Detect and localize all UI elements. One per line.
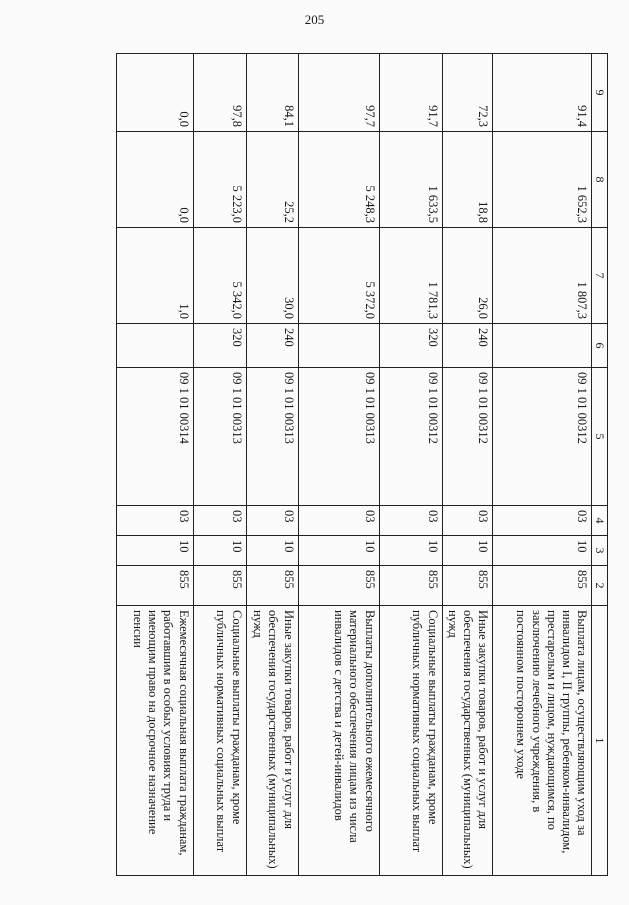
section-cell: 10 (116, 536, 193, 566)
table-row (193, 54, 246, 876)
expense-type-cell (493, 324, 592, 368)
target-code-cell: 09 1 01 00312 (379, 368, 442, 506)
percent-cell: 0,0 (116, 54, 193, 132)
percent-cell: 97,8 (193, 54, 246, 132)
subsection-cell: 03 (246, 506, 298, 536)
planned-cell: 1 807,3 (493, 228, 592, 324)
table-row (116, 54, 193, 876)
ministry-code-cell: 855 (493, 566, 592, 606)
description-cell: Иные закупки товаров, работ и услуг для обеспечения государственных (муниципальных) нужд (442, 606, 493, 876)
executed-cell: 5 223,0 (193, 132, 246, 228)
ministry-code-cell: 855 (246, 566, 298, 606)
ministry-code-cell: 855 (116, 566, 193, 606)
table-row (493, 54, 592, 876)
planned-cell: 5 342,0 (193, 228, 246, 324)
executed-cell: 5 248,3 (298, 132, 379, 228)
executed-cell: 1 633,5 (379, 132, 442, 228)
subsection-cell: 03 (493, 506, 592, 536)
target-code-cell: 09 1 01 00312 (493, 368, 592, 506)
planned-cell: 26,0 (442, 228, 493, 324)
section-cell: 10 (298, 536, 379, 566)
subsection-cell: 03 (379, 506, 442, 536)
percent-cell: 72,3 (442, 54, 493, 132)
col-header-1: 1 (592, 606, 608, 876)
executed-cell: 0,0 (116, 132, 193, 228)
section-cell: 10 (493, 536, 592, 566)
target-code-cell: 09 1 01 00313 (298, 368, 379, 506)
budget-table (116, 53, 608, 876)
expense-type-cell (116, 324, 193, 368)
executed-cell: 1 652,3 (493, 132, 592, 228)
table-row (379, 54, 442, 876)
expense-type-cell: 240 (442, 324, 493, 368)
planned-cell: 30,0 (246, 228, 298, 324)
percent-cell: 91,4 (493, 54, 592, 132)
subsection-cell: 03 (442, 506, 493, 536)
expense-type-cell: 320 (193, 324, 246, 368)
description-cell: Социальные выплаты гражданам, кроме публичных нормативных социальных выплат (379, 606, 442, 876)
expense-type-cell: 240 (246, 324, 298, 368)
percent-cell: 84,1 (246, 54, 298, 132)
description-cell: Ежемесячная социальная выплата гражданам, работавшим в особых условиях труда и имеющим право на досрочное назначение пенсии (116, 606, 193, 876)
planned-cell: 1,0 (116, 228, 193, 324)
section-cell: 10 (193, 536, 246, 566)
col-header-6: 6 (592, 324, 608, 368)
target-code-cell: 09 1 01 00314 (116, 368, 193, 506)
percent-cell: 97,7 (298, 54, 379, 132)
subsection-cell: 03 (298, 506, 379, 536)
percent-cell: 91,7 (379, 54, 442, 132)
section-cell: 10 (246, 536, 298, 566)
table-row (246, 54, 298, 876)
col-header-3: 3 (592, 536, 608, 566)
ministry-code-cell: 855 (193, 566, 246, 606)
header-row (592, 54, 608, 876)
ministry-code-cell: 855 (298, 566, 379, 606)
subsection-cell: 03 (193, 506, 246, 536)
col-header-7: 7 (592, 228, 608, 324)
col-header-8: 8 (592, 132, 608, 228)
col-header-4: 4 (592, 506, 608, 536)
description-cell: Выплаты дополнительного ежемесячного материального обеспечения лицам из числа инвалидов с детства и детей-инвалидов (298, 606, 379, 876)
section-cell: 10 (442, 536, 493, 566)
target-code-cell: 09 1 01 00312 (442, 368, 493, 506)
budget-table-container (118, 53, 608, 875)
expense-type-cell (298, 324, 379, 368)
col-header-9: 9 (592, 54, 608, 132)
ministry-code-cell: 855 (442, 566, 493, 606)
rotated-table-frame (118, 53, 608, 875)
page-number: 205 (304, 12, 325, 27)
target-code-cell: 09 1 01 00313 (193, 368, 246, 506)
planned-cell: 1 781,3 (379, 228, 442, 324)
description-cell: Выплата лицам, осуществляющим уход за инвалидом I, II группы, ребенком-инвалидом, престарелым и лицом, нуждающимся, по заключению лечебного учреждения, в постоянном постороннем уходе (493, 606, 592, 876)
expense-type-cell: 320 (379, 324, 442, 368)
description-cell: Иные закупки товаров, работ и услуг для обеспечения государственных (муниципальных) нужд (246, 606, 298, 876)
table-row (298, 54, 379, 876)
section-cell: 10 (379, 536, 442, 566)
subsection-cell: 03 (116, 506, 193, 536)
table-row (442, 54, 493, 876)
col-header-2: 2 (592, 566, 608, 606)
executed-cell: 25,2 (246, 132, 298, 228)
executed-cell: 18,8 (442, 132, 493, 228)
target-code-cell: 09 1 01 00313 (246, 368, 298, 506)
ministry-code-cell: 855 (379, 566, 442, 606)
description-cell: Социальные выплаты гражданам, кроме публичных нормативных социальных выплат (193, 606, 246, 876)
col-header-5: 5 (592, 368, 608, 506)
planned-cell: 5 372,0 (298, 228, 379, 324)
